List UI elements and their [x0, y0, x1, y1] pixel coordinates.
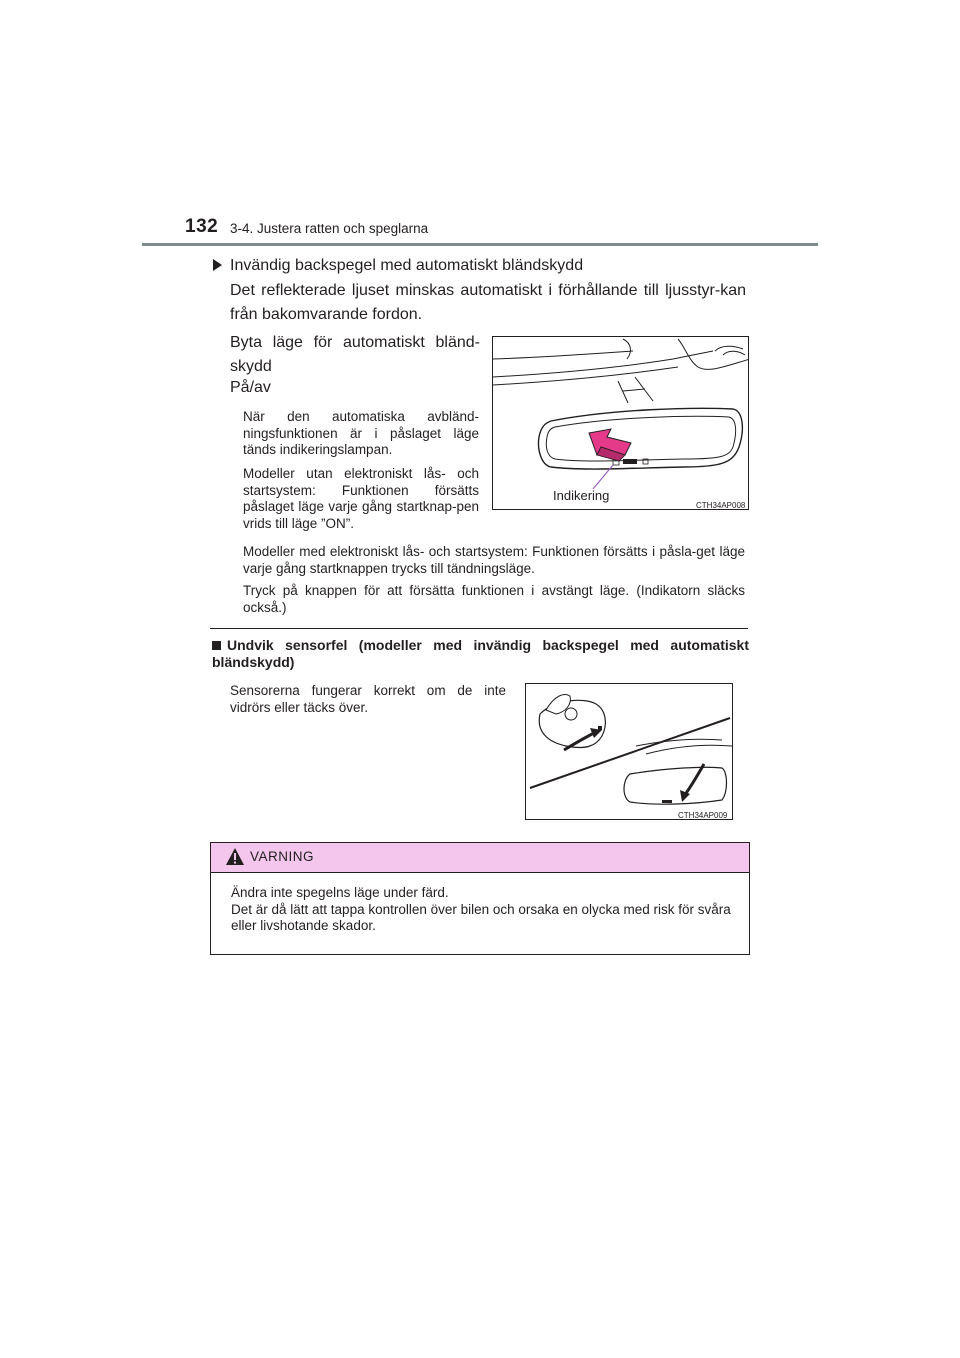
note-with-smart-key: Modeller med elektroniskt lås- och startsystem: Funktionen försätts i påsla-get läge varje gång startknappen trycks till tändningsläge. [243, 544, 745, 576]
subheading-text: Invändig backspegel med automatiskt bländskydd [230, 257, 584, 274]
warning-line-1: Ändra inte spegelns läge under färd. [231, 885, 449, 900]
warning-box [210, 842, 750, 955]
header-rule [142, 243, 818, 246]
intro-paragraph: Det reflekterade ljuset minskas automatiskt i förhållande till ljusstyr-kan från bakomvarande fordon. [230, 282, 746, 323]
warning-header [211, 843, 749, 873]
mirror-illustration [493, 337, 749, 510]
warning-text [231, 885, 741, 935]
warning-line-2: Det är då lätt att tappa kontrollen över bilen och orsaka en olycka med risk för svåra eller livshotande skador. [231, 901, 731, 933]
note-without-smart-key: Modeller utan elektroniskt lås- och startsystem: Funktionen försätts påslaget läge varje gång startknap-pen vrids till läge ”ON”. [243, 466, 479, 531]
figure-code: CTH34AP009 [678, 811, 728, 820]
sensor-illustration [526, 684, 733, 820]
subheading [213, 256, 583, 276]
sensor-text: Sensorerna fungerar korrekt om de inte vidrörs eller täcks över. [230, 683, 506, 715]
triangle-bullet-icon [213, 259, 222, 271]
sensor-figure [525, 683, 733, 820]
switch-heading: Byta läge för automatiskt bländ-skydd [230, 334, 480, 375]
page-number: 132 [185, 216, 219, 237]
sensor-section-heading [212, 637, 749, 671]
sensor-section-title: Undvik sensorfel (modeller med invändig backspegel med automatiskt bländskydd) [212, 637, 749, 670]
note-turn-off: Tryck på knappen för att försätta funktionen i avstängt läge. (Indikatorn släcks också.) [243, 583, 745, 615]
section-rule [210, 628, 748, 629]
figure-code: CTH34AP008 [696, 501, 746, 510]
square-bullet-icon [212, 641, 221, 650]
warning-triangle-icon [225, 847, 245, 866]
on-off-label: På/av [230, 379, 271, 396]
warning-title: VARNING [250, 849, 315, 864]
mirror-figure [492, 336, 749, 510]
indicator-label: Indikering [553, 488, 610, 503]
note-indicator: När den automatiska avbländ-ningsfunktionen är i påslaget läge tänds indikeringslampan. [243, 409, 479, 457]
section-title: 3-4. Justera ratten och speglarna [230, 221, 429, 236]
